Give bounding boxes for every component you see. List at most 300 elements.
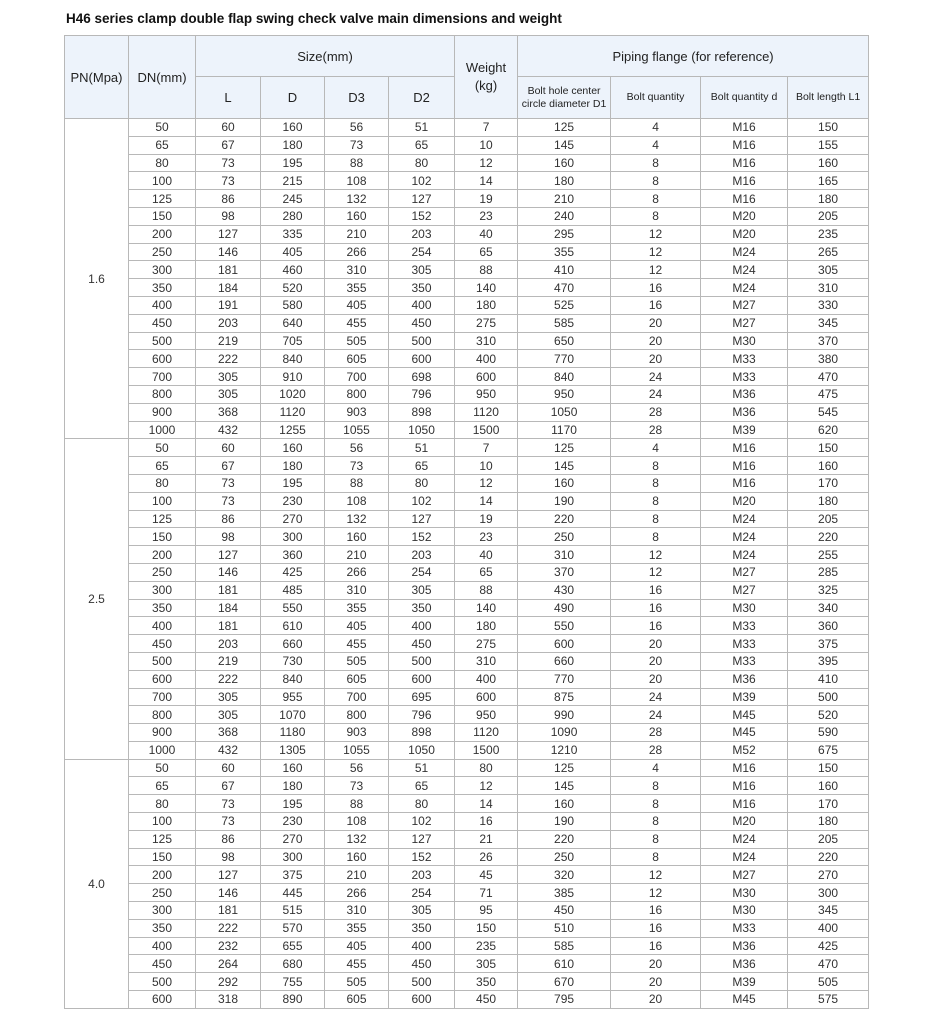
table-cell: 300 <box>129 261 196 279</box>
table-cell: 310 <box>518 546 611 564</box>
table-cell: M24 <box>701 528 788 546</box>
table-cell: 160 <box>518 795 611 813</box>
table-row <box>65 991 869 1009</box>
table-cell: 675 <box>788 741 869 759</box>
table-cell: 8 <box>611 777 701 795</box>
table-cell: 16 <box>611 296 701 314</box>
table-cell: 310 <box>325 581 389 599</box>
table-cell: 73 <box>196 795 261 813</box>
table-cell: 200 <box>129 866 196 884</box>
table-cell: 220 <box>518 830 611 848</box>
table-cell: 8 <box>611 190 701 208</box>
table-row <box>65 724 869 742</box>
table-cell: 410 <box>518 261 611 279</box>
table-cell: 400 <box>129 296 196 314</box>
table-cell: 1255 <box>261 421 325 439</box>
table-cell: 127 <box>389 190 455 208</box>
table-cell: M33 <box>701 635 788 653</box>
header-d: D <box>261 77 325 119</box>
table-cell: 1305 <box>261 741 325 759</box>
table-cell: 102 <box>389 172 455 190</box>
table-cell: 250 <box>518 528 611 546</box>
table-cell: 220 <box>788 528 869 546</box>
table-cell: 1050 <box>389 421 455 439</box>
table-cell: 375 <box>788 635 869 653</box>
table-cell: 88 <box>455 261 518 279</box>
table-cell: 450 <box>129 955 196 973</box>
table-cell: 400 <box>129 937 196 955</box>
table-cell: 170 <box>788 474 869 492</box>
table-cell: 125 <box>518 759 611 777</box>
table-cell: 180 <box>455 296 518 314</box>
table-cell: M30 <box>701 902 788 920</box>
table-cell: 23 <box>455 207 518 225</box>
table-cell: 7 <box>455 119 518 137</box>
table-cell: 355 <box>325 919 389 937</box>
table-cell: 152 <box>389 848 455 866</box>
table-cell: 150 <box>129 207 196 225</box>
table-cell: 152 <box>389 207 455 225</box>
table-row <box>65 403 869 421</box>
table-row <box>65 439 869 457</box>
table-cell: 485 <box>261 581 325 599</box>
table-cell: M36 <box>701 937 788 955</box>
table-cell: 955 <box>261 688 325 706</box>
table-cell: 145 <box>518 457 611 475</box>
table-cell: M16 <box>701 439 788 457</box>
table-cell: 108 <box>325 492 389 510</box>
table-cell: 695 <box>389 688 455 706</box>
table-cell: 230 <box>261 813 325 831</box>
table-row <box>65 777 869 795</box>
table-cell: 368 <box>196 403 261 421</box>
table-cell: 500 <box>389 652 455 670</box>
table-cell: 127 <box>196 225 261 243</box>
table-cell: 67 <box>196 136 261 154</box>
table-row <box>65 706 869 724</box>
table-cell: 65 <box>129 136 196 154</box>
table-cell: 340 <box>788 599 869 617</box>
table-cell: 28 <box>611 421 701 439</box>
table-row <box>65 279 869 297</box>
table-cell: 160 <box>325 848 389 866</box>
table-cell: M20 <box>701 225 788 243</box>
table-cell: 350 <box>389 919 455 937</box>
table-cell: 14 <box>455 172 518 190</box>
table-cell: 335 <box>261 225 325 243</box>
table-row <box>65 546 869 564</box>
table-cell: 255 <box>788 546 869 564</box>
table-cell: 432 <box>196 421 261 439</box>
table-cell: 250 <box>129 884 196 902</box>
table-cell: M33 <box>701 350 788 368</box>
table-cell: 600 <box>518 635 611 653</box>
table-cell: 490 <box>518 599 611 617</box>
table-cell: 65 <box>129 777 196 795</box>
table-row <box>65 759 869 777</box>
table-row <box>65 119 869 137</box>
table-cell: M16 <box>701 172 788 190</box>
table-cell: 1210 <box>518 741 611 759</box>
table-cell: 345 <box>788 314 869 332</box>
table-cell: 160 <box>261 119 325 137</box>
table-cell: 510 <box>518 919 611 937</box>
table-cell: 1000 <box>129 741 196 759</box>
table-cell: 545 <box>788 403 869 421</box>
table-cell: 730 <box>261 652 325 670</box>
table-cell: 235 <box>788 225 869 243</box>
table-cell: 395 <box>788 652 869 670</box>
table-cell: 505 <box>325 652 389 670</box>
table-cell: 50 <box>129 119 196 137</box>
table-cell: 150 <box>788 439 869 457</box>
table-cell: 400 <box>788 919 869 937</box>
table-row <box>65 350 869 368</box>
table-cell: 505 <box>325 973 389 991</box>
table-cell: 160 <box>325 528 389 546</box>
table-cell: 1500 <box>455 421 518 439</box>
table-cell: 950 <box>518 385 611 403</box>
table-cell: 605 <box>325 670 389 688</box>
table-cell: 250 <box>129 563 196 581</box>
table-cell: 254 <box>389 884 455 902</box>
table-cell: 50 <box>129 439 196 457</box>
table-cell: 285 <box>788 563 869 581</box>
table-cell: 65 <box>129 457 196 475</box>
table-cell: 600 <box>389 991 455 1009</box>
table-cell: 73 <box>196 492 261 510</box>
table-cell: 20 <box>611 314 701 332</box>
table-row <box>65 955 869 973</box>
table-cell: 8 <box>611 528 701 546</box>
table-cell: 350 <box>389 599 455 617</box>
table-cell: 146 <box>196 563 261 581</box>
table-cell: 60 <box>196 439 261 457</box>
table-cell: 12 <box>455 777 518 795</box>
table-cell: 12 <box>455 474 518 492</box>
table-cell: 266 <box>325 563 389 581</box>
table-cell: 670 <box>518 973 611 991</box>
table-cell: 12 <box>611 563 701 581</box>
table-cell: 88 <box>325 795 389 813</box>
table-cell: 235 <box>455 937 518 955</box>
table-cell: 12 <box>611 546 701 564</box>
table-cell: 800 <box>129 706 196 724</box>
table-cell: 800 <box>325 385 389 403</box>
table-cell: 203 <box>389 866 455 884</box>
table-cell: 222 <box>196 350 261 368</box>
table-cell: M16 <box>701 474 788 492</box>
table-body <box>65 119 869 1009</box>
table-cell: 450 <box>129 635 196 653</box>
table-cell: 300 <box>788 884 869 902</box>
table-cell: 330 <box>788 296 869 314</box>
table-row <box>65 937 869 955</box>
table-row <box>65 581 869 599</box>
table-cell: 132 <box>325 510 389 528</box>
table-cell: 20 <box>611 635 701 653</box>
header-weight: Weight (kg) <box>455 36 518 119</box>
table-cell: M27 <box>701 314 788 332</box>
table-cell: 80 <box>129 474 196 492</box>
table-cell: 898 <box>389 724 455 742</box>
table-cell: 500 <box>788 688 869 706</box>
table-cell: 170 <box>788 795 869 813</box>
table-cell: 1000 <box>129 421 196 439</box>
table-cell: M24 <box>701 279 788 297</box>
table-row <box>65 617 869 635</box>
table-cell: 600 <box>129 350 196 368</box>
table-cell: 520 <box>261 279 325 297</box>
table-row <box>65 172 869 190</box>
table-row <box>65 866 869 884</box>
table-cell: 1170 <box>518 421 611 439</box>
table-cell: 195 <box>261 154 325 172</box>
table-cell: 73 <box>196 474 261 492</box>
table-cell: 455 <box>325 955 389 973</box>
table-cell: 505 <box>325 332 389 350</box>
table-cell: 4 <box>611 136 701 154</box>
header-bolt-length: Bolt length L1 <box>788 77 869 119</box>
table-cell: 181 <box>196 902 261 920</box>
table-cell: 300 <box>261 848 325 866</box>
table-cell: 350 <box>455 973 518 991</box>
table-cell: 205 <box>788 207 869 225</box>
table-cell: 620 <box>788 421 869 439</box>
table-cell: 16 <box>611 279 701 297</box>
table-cell: 1120 <box>455 403 518 421</box>
table-cell: 150 <box>129 848 196 866</box>
table-cell: 455 <box>325 635 389 653</box>
table-cell: 280 <box>261 207 325 225</box>
table-cell: 140 <box>455 279 518 297</box>
table-cell: 8 <box>611 492 701 510</box>
table-cell: 265 <box>788 243 869 261</box>
table-cell: 425 <box>261 563 325 581</box>
table-cell: 460 <box>261 261 325 279</box>
pn-group-cell: 4.0 <box>65 759 129 1008</box>
table-cell: 146 <box>196 243 261 261</box>
table-cell: 181 <box>196 617 261 635</box>
table-cell: 305 <box>196 688 261 706</box>
table-cell: 350 <box>129 279 196 297</box>
table-cell: 425 <box>788 937 869 955</box>
table-cell: M36 <box>701 670 788 688</box>
table-cell: 800 <box>325 706 389 724</box>
table-cell: M16 <box>701 119 788 137</box>
table-cell: M16 <box>701 795 788 813</box>
table-cell: 325 <box>788 581 869 599</box>
table-cell: 100 <box>129 492 196 510</box>
table-cell: 73 <box>196 172 261 190</box>
table-cell: 270 <box>788 866 869 884</box>
table-cell: 200 <box>129 225 196 243</box>
table-row <box>65 902 869 920</box>
table-cell: 640 <box>261 314 325 332</box>
table-cell: 1070 <box>261 706 325 724</box>
table-row <box>65 919 869 937</box>
table-cell: 305 <box>389 261 455 279</box>
table-cell: 320 <box>518 866 611 884</box>
table-cell: M30 <box>701 884 788 902</box>
table-cell: 56 <box>325 759 389 777</box>
table-cell: 16 <box>455 813 518 831</box>
table-cell: 405 <box>325 617 389 635</box>
table-cell: 550 <box>518 617 611 635</box>
table-cell: 7 <box>455 439 518 457</box>
table-row <box>65 795 869 813</box>
table-cell: 180 <box>261 777 325 795</box>
table-cell: 160 <box>788 457 869 475</box>
table-cell: M24 <box>701 546 788 564</box>
table-row <box>65 599 869 617</box>
table-cell: M24 <box>701 830 788 848</box>
table-cell: 20 <box>611 991 701 1009</box>
table-cell: M39 <box>701 973 788 991</box>
table-cell: 660 <box>518 652 611 670</box>
table-cell: 24 <box>611 368 701 386</box>
header-d2: D2 <box>389 77 455 119</box>
table-cell: 40 <box>455 225 518 243</box>
table-cell: 400 <box>389 296 455 314</box>
table-cell: 95 <box>455 902 518 920</box>
table-cell: 19 <box>455 190 518 208</box>
table-cell: 590 <box>788 724 869 742</box>
table-cell: 127 <box>196 546 261 564</box>
table-cell: 700 <box>129 688 196 706</box>
table-cell: 400 <box>389 617 455 635</box>
table-cell: 88 <box>455 581 518 599</box>
table-cell: 160 <box>518 154 611 172</box>
table-cell: 14 <box>455 795 518 813</box>
table-cell: 20 <box>611 332 701 350</box>
table-cell: 73 <box>325 777 389 795</box>
table-cell: 108 <box>325 813 389 831</box>
table-cell: 305 <box>455 955 518 973</box>
table-cell: 266 <box>325 884 389 902</box>
table-cell: 430 <box>518 581 611 599</box>
table-cell: 12 <box>611 866 701 884</box>
table-cell: 4 <box>611 439 701 457</box>
table-cell: 450 <box>389 955 455 973</box>
table-cell: M52 <box>701 741 788 759</box>
table-cell: 67 <box>196 777 261 795</box>
table-row <box>65 492 869 510</box>
table-cell: 8 <box>611 830 701 848</box>
table-cell: 160 <box>325 207 389 225</box>
table-cell: 520 <box>788 706 869 724</box>
table-cell: 300 <box>261 528 325 546</box>
table-row <box>65 528 869 546</box>
table-cell: 146 <box>196 884 261 902</box>
table-cell: 80 <box>129 795 196 813</box>
table-cell: 20 <box>611 955 701 973</box>
table-cell: 86 <box>196 190 261 208</box>
header-l: L <box>196 77 261 119</box>
table-cell: 575 <box>788 991 869 1009</box>
table-cell: 132 <box>325 190 389 208</box>
table-cell: 232 <box>196 937 261 955</box>
table-cell: 1180 <box>261 724 325 742</box>
table-cell: 73 <box>325 136 389 154</box>
table-cell: 4 <box>611 119 701 137</box>
table-row <box>65 884 869 902</box>
table-row <box>65 848 869 866</box>
table-cell: 305 <box>788 261 869 279</box>
table-cell: 300 <box>129 902 196 920</box>
table-cell: 310 <box>455 652 518 670</box>
table-cell: 180 <box>518 172 611 190</box>
table-cell: 8 <box>611 457 701 475</box>
table-cell: 450 <box>389 635 455 653</box>
table-row <box>65 652 869 670</box>
table-cell: 1055 <box>325 421 389 439</box>
table-cell: M36 <box>701 385 788 403</box>
table-cell: 292 <box>196 973 261 991</box>
table-cell: 51 <box>389 439 455 457</box>
table-cell: 605 <box>325 991 389 1009</box>
table-cell: 950 <box>455 385 518 403</box>
table-cell: M33 <box>701 617 788 635</box>
table-cell: 222 <box>196 919 261 937</box>
header-piping-flange: Piping flange (for reference) <box>518 36 869 77</box>
table-cell: 73 <box>196 154 261 172</box>
table-cell: 102 <box>389 492 455 510</box>
table-cell: 210 <box>325 546 389 564</box>
table-cell: 755 <box>261 973 325 991</box>
table-cell: 56 <box>325 119 389 137</box>
table-cell: 80 <box>129 154 196 172</box>
table-cell: 60 <box>196 119 261 137</box>
header-d3: D3 <box>325 77 389 119</box>
table-cell: 450 <box>389 314 455 332</box>
table-cell: M45 <box>701 724 788 742</box>
table-cell: 1500 <box>455 741 518 759</box>
table-cell: 100 <box>129 813 196 831</box>
table-cell: 698 <box>389 368 455 386</box>
table-cell: 705 <box>261 332 325 350</box>
table-cell: M45 <box>701 706 788 724</box>
table-cell: 150 <box>788 119 869 137</box>
header-pn: PN(Mpa) <box>65 36 129 119</box>
table-cell: 355 <box>325 599 389 617</box>
table-cell: 73 <box>325 457 389 475</box>
table-cell: 26 <box>455 848 518 866</box>
table-cell: 60 <box>196 759 261 777</box>
table-cell: 28 <box>611 724 701 742</box>
table-cell: 254 <box>389 243 455 261</box>
table-cell: 10 <box>455 136 518 154</box>
dimensions-table <box>64 35 869 1009</box>
table-cell: 23 <box>455 528 518 546</box>
table-cell: 127 <box>389 510 455 528</box>
table-cell: 400 <box>455 350 518 368</box>
table-cell: M39 <box>701 421 788 439</box>
table-cell: 150 <box>788 759 869 777</box>
table-cell: 180 <box>455 617 518 635</box>
table-cell: 264 <box>196 955 261 973</box>
table-cell: 4 <box>611 759 701 777</box>
table-cell: 145 <box>518 136 611 154</box>
table-cell: 250 <box>518 848 611 866</box>
table-cell: 20 <box>611 670 701 688</box>
table-cell: M36 <box>701 955 788 973</box>
table-cell: 700 <box>129 368 196 386</box>
table-cell: 195 <box>261 474 325 492</box>
table-cell: 190 <box>518 813 611 831</box>
table-cell: 219 <box>196 652 261 670</box>
table-cell: 903 <box>325 403 389 421</box>
